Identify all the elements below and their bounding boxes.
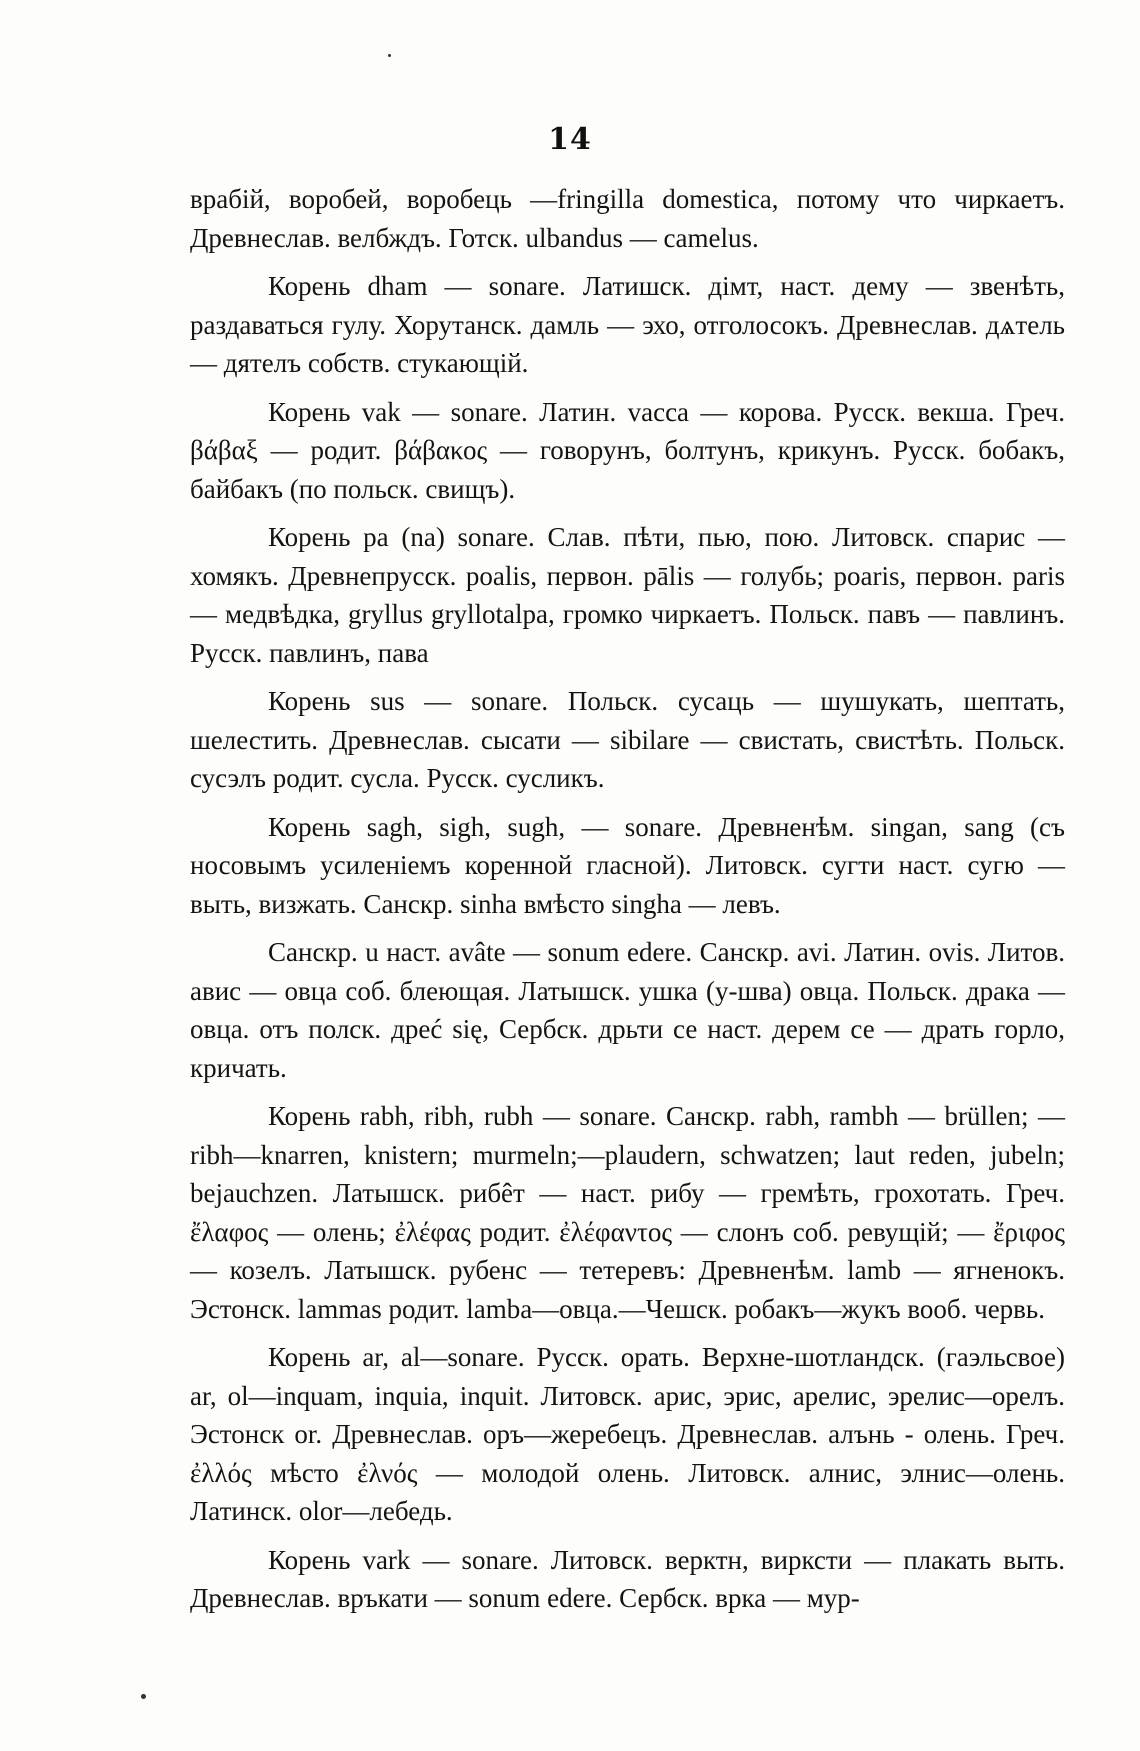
paragraph-6: Корень sagh, sigh, sugh, — sonare. Древненѣм. singan, sang (съ носовымъ усиленіемъ коренной гласной). Литовск. сугти наст. сугю — выть, визжать. Санскр. sinha вмѣсто singha — левъ. xyxy=(190,811,1065,919)
paragraph-4: Корень pa (na) sonare. Слав. пѣти, пью, пою. Литовск. спарис — хомякъ. Древнепрусск. poalis, первон. pālis — голубь; poaris, первон. paris — медвѣдка, gryllus gryllotalpa, громко чиркаетъ. Польск. павъ — павлинъ. Русск. павлинъ, пава xyxy=(190,522,1065,668)
paragraph-9: Корень ar, al—sonare. Русск. орать. Верхне-шотландск. (гаэльсвое) ar, ol—inquam, inquia, inquit. Литовск. арис, эрис, арелис, эрелис—орелъ. Эстонск or. Древнеслав. оръ—жеребецъ. Древнеслав. алънь - олень. Греч. ἐλλός мѣсто ἐλνός — молодой олень. Литовск. алнис, элнис—олень. Латинск. olor—лебедь. xyxy=(190,1342,1065,1526)
paragraph-5: Корень sus — sonare. Польск. сусаць — шушукать, шептать, шелестить. Древнеслав. сысати — sibilare — свистать, свистѣть. Польск. сусэлъ родит. сусла. Русск. сусликъ. xyxy=(190,686,1065,793)
paragraph-10: Корень vark — sonare. Литовск. верктн, вирксти — плакать выть. Древнеслав. връкати — sonum edere. Сербск. врка — мур- xyxy=(190,1544,1065,1613)
page-number: 14 xyxy=(548,122,592,157)
paragraph-3: Корень vak — sonare. Латин. vacca — корова. Русск. векша. Греч. βάβαξ — родит. βάβακος — говорунъ, болтунъ, крикунъ. Русск. бобакъ, байбакъ (по польск. свищъ). xyxy=(190,396,1065,504)
scan-speck xyxy=(141,1694,146,1699)
scan-speck xyxy=(388,54,391,57)
body-text xyxy=(190,180,1065,1628)
paragraph-2: Корень dham — sonare. Латишск. дімт, наст. дему — звенѣть, раздаваться гулу. Хорутанск. дамль — эхо, отголосокъ. Древнеслав. дѧтель — дятелъ собств. стукающій. xyxy=(190,271,1065,378)
paragraph-8: Корень rabh, ribh, rubh — sonare. Санскр. rabh, rambh — brüllen; — ribh—knarren, knistern; murmeln;—plaudern, schwatzen; laut reden, jubeln; bejauchzen. Латышск. рибêт — наст. рибу — гремѣть, грохотать. Греч. ἔλαφος — олень; ἐλέφας родит. ἐλέφαντος — слонъ соб. ревущій; — ἔριφος — козелъ. Латышск. рубенс — тетеревъ: Древненѣм. lamb — ягненокъ. Эстонск. lammas родит. lamba—овца.—Чешск. робакъ—жукъ вооб. червь. xyxy=(190,1101,1065,1324)
paragraph-1: врабій, воробей, воробець —fringilla domestica, потому что чиркаетъ. Древнеслав. велбждъ. Готск. ulbandus — camelus. xyxy=(190,184,1065,253)
paragraph-7: Санскр. u наст. avâte — sonum edere. Санскр. avi. Латин. ovis. Литов. авис — овца соб. блеющая. Латышск. ушка (у-шва) овца. Польск. драка — овца. отъ полск. дреć się, Сербск. дрьти се наст. дерем се — драть горло, кричать. xyxy=(190,937,1065,1083)
